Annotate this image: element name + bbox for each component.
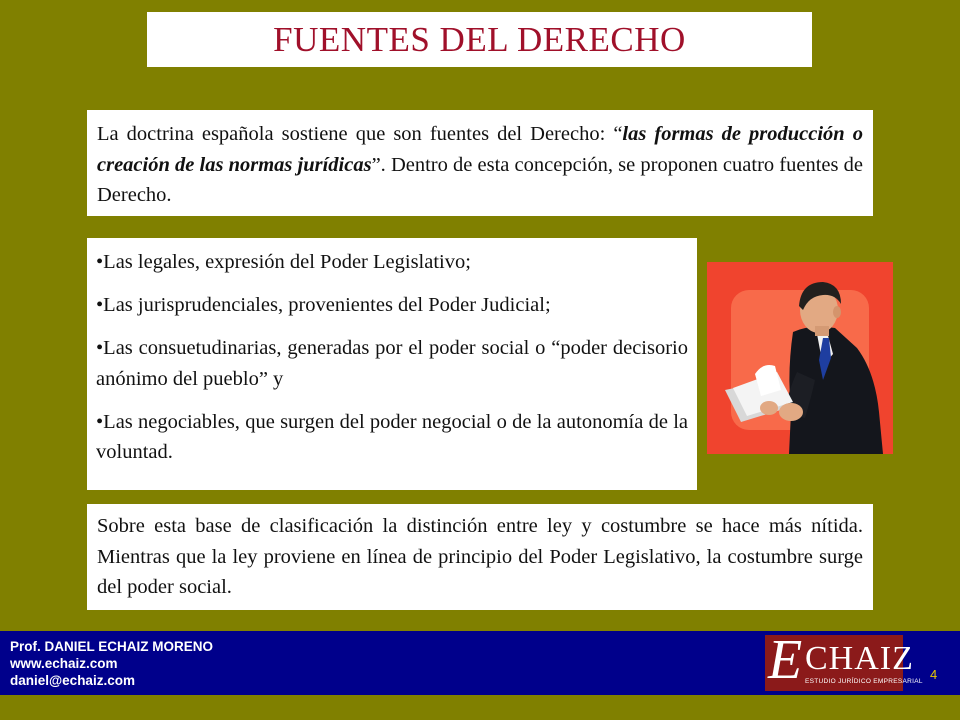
title-box [147,12,812,67]
conclusion-box [87,504,873,610]
echaiz-logo [765,629,923,691]
intro-emphasis: las formas de producción o creación de las normas jurídicas [97,123,863,176]
website-link[interactable]: www.echaiz.com [10,656,118,671]
logo-word: CHAIZ [805,640,914,677]
intro-text-start: La doctrina española sostiene que son fuentes del Derecho: “ [97,123,623,145]
email-link[interactable]: daniel@echaiz.com [10,673,135,688]
logo-subtitle: ESTUDIO JURÍDICO EMPRESARIAL [805,678,923,685]
conclusion-text: Sobre esta base de clasificación la distinción entre ley y costumbre se hace más nítida. Mientras que la ley proviene en línea de principio del Poder Legislativo, la costumbre surge del poder social. [97,515,863,598]
slide-title: FUENTES DEL DERECHO [273,19,686,59]
businessman-reading-icon [707,262,893,454]
source-item-consuetudinarias: •Las consuetudinarias, generadas por el poder social o “poder decisorio anónimo del pueblo” y [96,337,688,390]
footer-contact [10,638,213,689]
sources-list [87,238,697,490]
author-name: Prof. DANIEL ECHAIZ MORENO [10,639,214,654]
footer-bar [0,631,960,695]
source-item-negociables: •Las negociables, que surgen del poder negocial o de la autonomía de la voluntad. [96,410,688,463]
page-number: 4 [930,667,938,682]
intro-text-end: ”. Dentro de esta concepción, se proponen cuatro fuentes de Derecho. [97,153,863,206]
intro-box [87,110,873,216]
logo-initial: E [768,629,803,691]
source-item-legales: •Las legales, expresión del Poder Legislativo; [96,251,471,273]
source-item-jurisprudenciales: •Las jurisprudenciales, provenientes del Poder Judicial; [96,294,551,316]
